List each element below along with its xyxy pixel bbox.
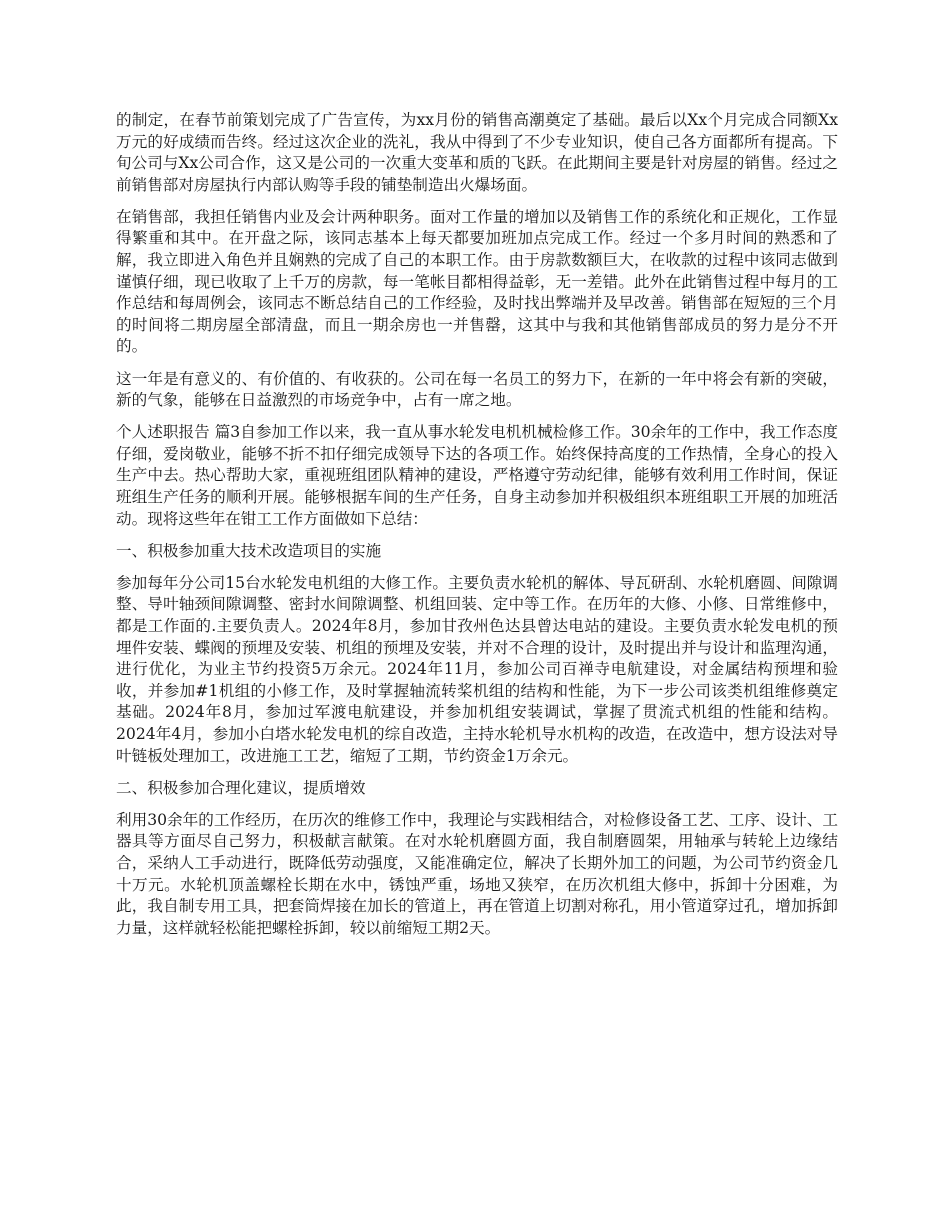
section-heading-rationalization: 二、积极参加合理化建议，提质增效 [116, 778, 366, 797]
paragraph-sales-planning: 的制定，在春节前策划完成了广告宣传，为xx月份的销售高潮奠定了基础。最后以Xx个月完成合同额Xx万元的好成绩而告终。经过这次企业的洗礼，我从中得到了不少专业知识，使自己各方面都所有提高。下旬公司与Xx公司合作，这又是公司的一次重大变革和质的飞跃。在此期间主要是针对房屋的销售。经过之前销售部对房屋执行内部认购等手段的铺垫制造出火爆场面。 [116, 111, 838, 194]
paragraph-year-summary: 这一年是有意义的、有价值的、有收获的。公司在每一名员工的努力下，在新的一年中将会有新的突破，新的气象，能够在日益激烈的市场竞争中，占有一席之地。 [116, 369, 838, 410]
paragraph-sales-department: 在销售部，我担任销售内业及会计两种职务。面对工作量的增加以及销售工作的系统化和正规化，工作显得繁重和其中。在开盘之际，该同志基本上每天都要加班加点完成工作。经过一个多月时间的熟悉和了解，我立即进入角色并且娴熟的完成了自己的本职工作。由于房款数额巨大，在收款的过程中该同志做到谨慎仔细，现已收取了上千万的房款，每一笔帐目都相得益彰，无一差错。此外在此销售过程中每月的工作总结和每周例会，该同志不断总结自己的工作经验，及时找出弊端并及早改善。销售部在短短的三个月的时间将二期房屋全部清盘，而且一期余房也一并售罄，这其中与我和其他销售部成员的努力是分不开的。 [116, 207, 838, 356]
paragraph-report-intro: 个人述职报告 篇3自参加工作以来，我一直从事水轮发电机机械检修工作。30余年的工作中，我工作态度仔细，爱岗敬业，能够不折不扣仔细完成领导下达的各项工作。始终保持高度的工作热情，全身心的投入生产中去。热心帮助大家，重视班组团队精神的建设，严格遵守劳动纪律，能够有效利用工作时间，保证班组生产任务的顺利开展。能够根据车间的生产任务，自身主动参加并积极组织本班组职工开展的加班活动。现将这些年在钳工工作方面做如下总结： [116, 423, 838, 528]
document-body [116, 110, 838, 950]
section-heading-technical-projects: 一、积极参加重大技术改造项目的实施 [116, 541, 382, 560]
paragraph-rationalization: 利用30余年的工作经历，在历次的维修工作中，我理论与实践相结合，对检修设备工艺、工序、设计、工器具等方面尽自己努力，积极献言献策。在对水轮机磨圆方面，我自制磨圆架，用轴承与转轮上边缘结合，采纳人工手动进行，既降低劳动强度，又能准确定位，解决了长期外加工的问题，为公司节约资金几十万元。水轮机顶盖螺栓长期在水中，锈蚀严重，场地又狭窄，在历次机组大修中，拆卸十分困难，为此，我自制专用工具，把套筒焊接在加长的管道上，再在管道上切割对称孔，用小管道穿过孔，增加拆卸力量，这样就轻松能把螺栓拆卸，较以前缩短工期2天。 [116, 810, 838, 937]
paragraph-technical-projects: 参加每年分公司15台水轮发电机组的大修工作。主要负责水轮机的解体、导瓦研刮、水轮机磨圆、间隙调整、导叶轴颈间隙调整、密封水间隙调整、机组回装、定中等工作。在历年的大修、小修、日常维修中，都是工作面的.主要负责人。2024年8月，参加甘孜州色达县曾达电站的建设。主要负责水轮发电机的预埋件安装、蝶阀的预埋及安装、机组的预埋及安装，并对不合理的设计，及时提出并与设计和监理沟通，进行优化，为业主节约投资5万余元。2024年11月，参加公司百禅寺电航建设，对金属结构预埋和验收，并参加#1机组的小修工作，及时掌握轴流转桨机组的结构和性能，为下一步公司该类机组维修奠定基础。2024年8月，参加过军渡电航建设，并参加机组安装调试，掌握了贯流式机组的性能和结构。2024年4月，参加小白塔水轮发电机的综自改造，主持水轮机导水机构的改造，在改造中，想方设法对导叶链板处理加工，改进施工工艺，缩短了工期，节约资金1万余元。 [116, 573, 838, 765]
